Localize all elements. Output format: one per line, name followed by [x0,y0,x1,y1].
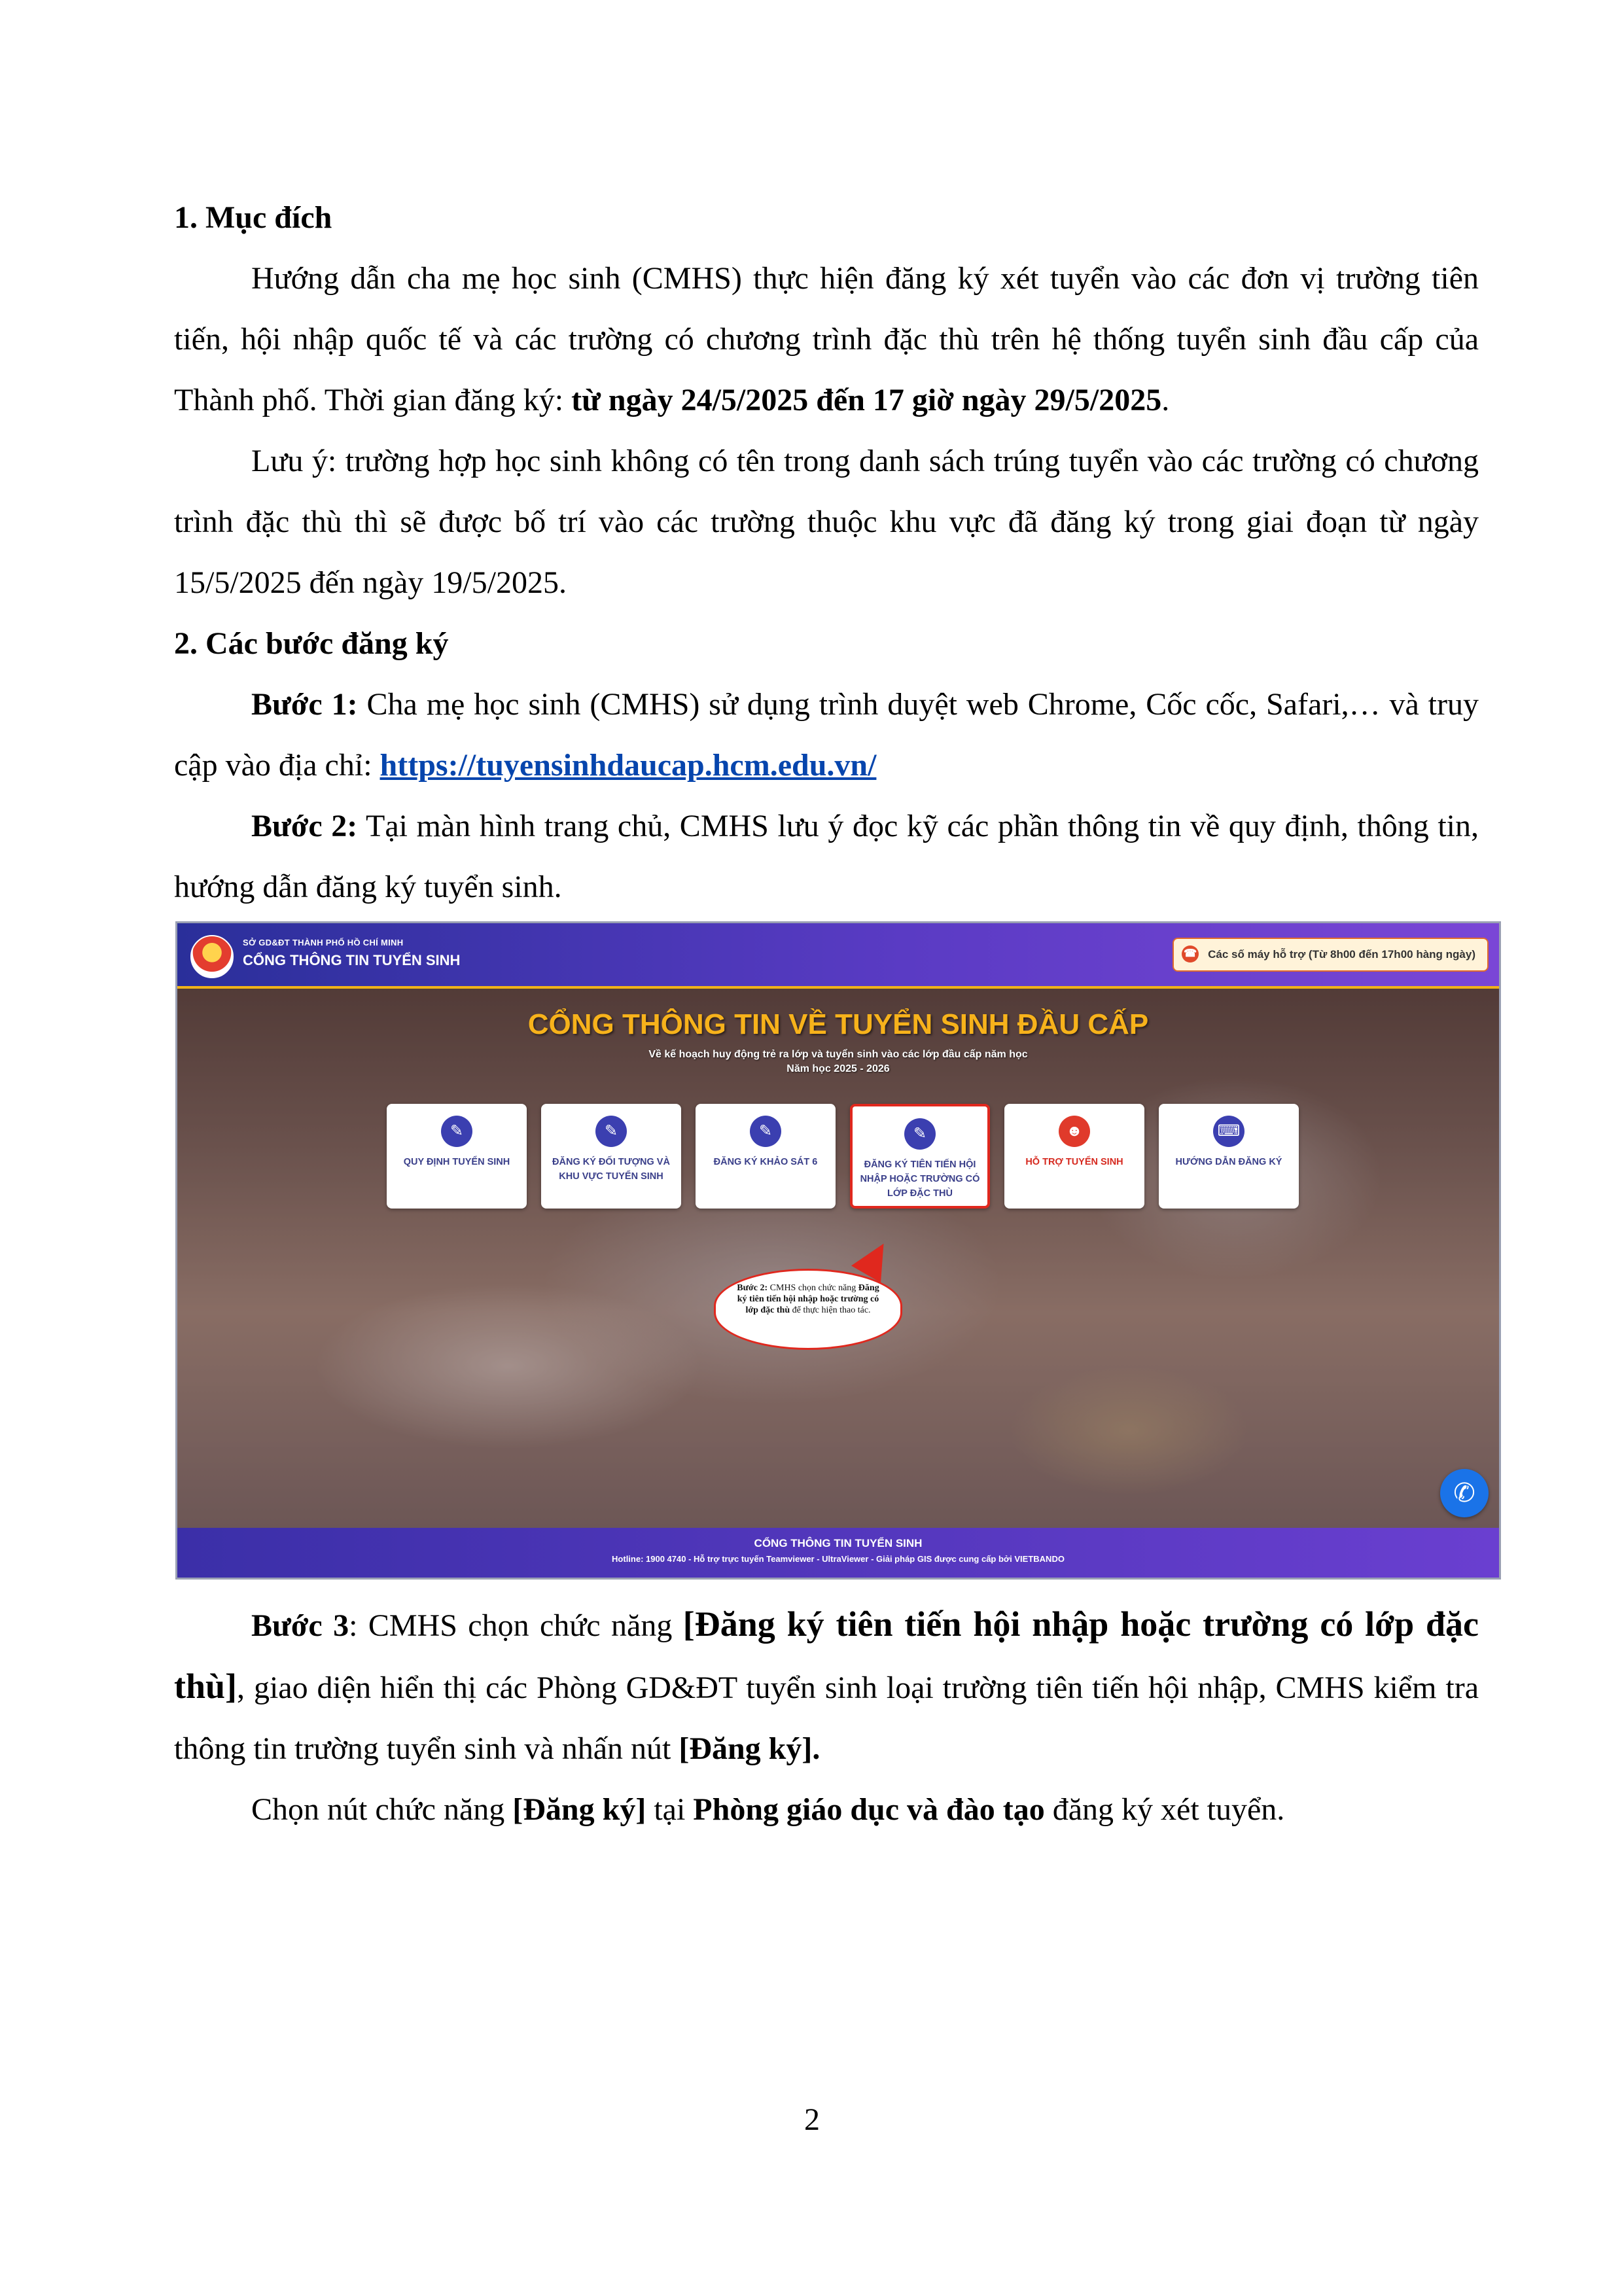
step-2-callout: Bước 2: CMHS chọn chức năng Đăng ký tiên tiến hội nhập hoặc trường có lớp đặc thù để thực hiện thao tác. [714,1269,902,1350]
section-1-heading: 1. Mục đích [174,200,332,235]
support-hotline-box[interactable] [1173,938,1489,972]
card-label: HƯỚNG DẪN ĐĂNG KÝ [1175,1157,1282,1167]
card-label: ĐĂNG KÝ ĐỐI TƯỢNG VÀ KHU VỰC TUYỂN SINH [552,1157,670,1182]
portal-hero [177,989,1499,1528]
hero-subtitle: Về kế hoạch huy động trẻ ra lớp và tuyển sinh vào các lớp đầu cấp năm học [648,1049,1028,1060]
registration-period: từ ngày 24/5/2025 đến 17 giờ ngày 29/5/2025 [571,383,1162,417]
card-huong-dan-dang-ky[interactable] [1159,1104,1299,1209]
step-3-function-name: [Đăng ký tiên tiến hội nhập hoặc trường có lớp đặc thù] [174,1604,1479,1706]
step-3-paragraph: Bước 3: CMHS chọn chức năng [Đăng ký tiên tiến hội nhập hoặc trường có lớp đặc thù], giao diện hiển thị các Phòng GD&ĐT tuyển sinh loại trường tiên tiến hội nhập, CMHS kiểm tra thông tin trường tuyển sinh và nhấn nút [Đăng ký]. [174,1604,1479,1766]
card-dang-ky-tien-tien-hoi-nhap[interactable] [850,1104,990,1209]
portal-header-department: SỞ GD&ĐT THÀNH PHỐ HỒ CHÍ MINH [243,938,404,947]
hero-school-year: Năm học 2025 - 2026 [786,1063,890,1074]
footer-title: CỔNG THÔNG TIN TUYỂN SINH [754,1537,923,1549]
card-quy-dinh-tuyen-sinh[interactable] [387,1104,527,1209]
card-label: HỖ TRỢ TUYỂN SINH [1025,1157,1123,1167]
portal-footer [177,1528,1499,1578]
support-hotline-label: Các số máy hỗ trợ (Từ 8h00 đến 17h00 hàng ngày) [1208,948,1475,961]
function-cards [177,1104,1499,1211]
hero-title: CỔNG THÔNG TIN VỀ TUYỂN SINH ĐẦU CẤP [527,1008,1149,1040]
step-1-paragraph: Bước 1: Cha mẹ học sinh (CMHS) sử dụng trình duyệt web Chrome, Cốc cốc, Safari,… và truy cập vào địa chỉ: https://tuyensinhdaucap.hcm.edu.vn/ [174,687,1479,783]
portal-header [177,923,1499,989]
card-label: ĐĂNG KÝ TIÊN TIẾN HỘI NHẬP HOẶC TRƯỜNG CÓ LỚP ĐẶC THÙ [860,1159,980,1199]
form-icon: ✎ [595,1116,627,1147]
card-label: QUY ĐỊNH TUYỂN SINH [403,1157,510,1167]
call-button[interactable] [1440,1469,1489,1517]
phone-icon: ☎ [1182,945,1199,963]
document-icon: ✎ [441,1116,472,1147]
survey-icon: ✎ [750,1116,781,1147]
lower-text [174,1594,1479,1840]
page-number: 2 [804,2102,820,2137]
portal-screenshot [175,921,1501,1580]
final-instruction-paragraph: Chọn nút chức năng [Đăng ký] tại Phòng giáo dục và đào tạo đăng ký xét tuyển. [251,1792,1285,1827]
footer-hotline: Hotline: 1900 4740 - Hỗ trợ trực tuyến Teamviewer - UltraViewer - Giải pháp GIS được cung cấp bởi VIETBANDO [612,1554,1065,1564]
phone-icon: ✆ [1453,1478,1475,1508]
card-label: ĐĂNG KÝ KHẢO SÁT 6 [713,1157,818,1167]
note-paragraph: Lưu ý: trường hợp học sinh không có tên trong danh sách trúng tuyển vào các trường có chương trình đặc thù thì sẽ được bố trí vào các trường thuộc khu vực đã đăng ký trong giai đoạn từ ngày 15/5/2025 đến ngày 19/5/2025. [174,444,1479,600]
card-dang-ky-khao-sat-6[interactable] [696,1104,836,1209]
education-logo-icon [190,935,234,978]
registration-url-link[interactable]: https://tuyensinhdaucap.hcm.edu.vn/ [380,748,877,783]
section-2-heading: 2. Các bước đăng ký [174,626,449,661]
support-agent-icon: ☻ [1059,1116,1090,1147]
laptop-icon: ⌨ [1213,1116,1244,1147]
card-ho-tro-tuyen-sinh[interactable] [1004,1104,1144,1209]
purpose-paragraph: Hướng dẫn cha mẹ học sinh (CMHS) thực hiện đăng ký xét tuyển vào các đơn vị trường tiên tiến, hội nhập quốc tế và các trường có chương trình đặc thù trên hệ thống tuyển sinh đầu cấp của Thành phố. Thời gian đăng ký: từ ngày 24/5/2025 đến 17 giờ ngày 29/5/2025. [174,261,1479,417]
form-icon: ✎ [904,1118,936,1150]
card-dang-ky-doi-tuong[interactable] [541,1104,681,1209]
step-2-paragraph: Bước 2: Tại màn hình trang chủ, CMHS lưu ý đọc kỹ các phần thông tin về quy định, thông tin, hướng dẫn đăng ký tuyển sinh. [174,809,1479,904]
upper-text [174,187,1479,917]
portal-header-title[interactable]: CỔNG THÔNG TIN TUYỂN SINH [243,952,461,968]
